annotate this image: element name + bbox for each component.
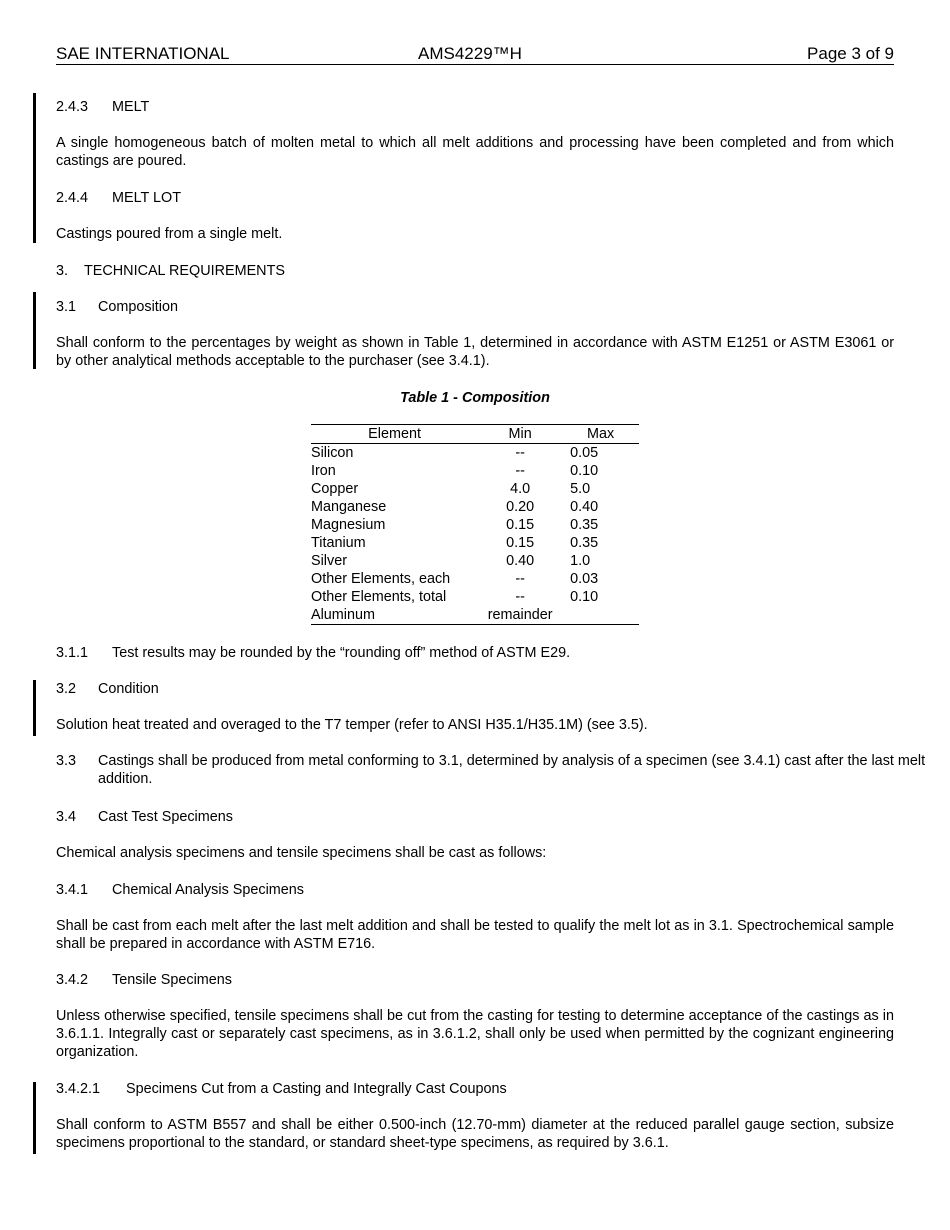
- header-page-number: Page 3 of 9: [807, 44, 894, 63]
- section-heading-3-4-2: 3.4.2 Tensile Specimens: [56, 972, 232, 988]
- cell-max: 0.35: [570, 535, 599, 551]
- table-row: [311, 552, 639, 570]
- cell-min: --: [515, 571, 525, 587]
- change-bar: [33, 292, 36, 369]
- page-header: [56, 44, 894, 65]
- section-body-3-2: Solution heat treated and overaged to the T7 temper (refer to ANSI H35.1/H35.1M) (see 3.5).: [56, 717, 648, 733]
- cell-element: Other Elements, total: [311, 589, 447, 605]
- column-header-max: Max: [562, 425, 639, 444]
- table-row: [311, 444, 639, 463]
- table-row: [311, 516, 639, 534]
- cell-min: 0.15: [506, 535, 535, 551]
- section-heading-2-4-3: 2.4.3 MELT: [56, 99, 150, 115]
- cell-max: 0.35: [570, 517, 599, 533]
- cell-element: Iron: [311, 463, 336, 479]
- table-row: [311, 606, 639, 625]
- section-body-3-4-2-1: Shall conform to ASTM B557 and shall be either 0.500-inch (12.70-mm) diameter at the reduced parallel gauge section, subsize specimens proportional to the standard, or standard sheet-type specimens, as required by 3.6.1.: [56, 1117, 894, 1151]
- cell-element: Silicon: [311, 445, 354, 461]
- cell-element: Silver: [311, 553, 347, 569]
- cell-max: 0.40: [570, 499, 599, 515]
- table-body: [311, 444, 639, 625]
- table-row: [311, 588, 639, 606]
- cell-min: --: [515, 445, 525, 461]
- column-header-element: Element: [311, 425, 478, 444]
- cell-element: Titanium: [311, 535, 366, 551]
- section-heading-3-4-1: 3.4.1 Chemical Analysis Specimens: [56, 882, 304, 898]
- table-row: [311, 534, 639, 552]
- column-header-min: Min: [478, 425, 562, 444]
- cell-max: 0.03: [570, 571, 599, 587]
- cell-max: 5.0: [570, 481, 591, 497]
- table-header-row: [311, 425, 639, 444]
- cell-element: Other Elements, each: [311, 571, 451, 587]
- table-row: [311, 570, 639, 588]
- composition-table: [311, 424, 639, 625]
- section-body-3-4-2: Unless otherwise specified, tensile specimens shall be cut from the casting for testing to determine acceptance of the castings as in 3.6.1.1. Integrally cast or separately cast specimens, as in 3.6.1.2, shall only be used when permitted by the cognizant engineering organization.: [56, 1008, 894, 1060]
- cell-min: 4.0: [510, 481, 531, 497]
- section-heading-2-4-4: 2.4.4 MELT LOT: [56, 190, 182, 206]
- header-organization: SAE INTERNATIONAL: [56, 44, 230, 63]
- section-3-1-1: 3.1.1 Test results may be rounded by the “rounding off” method of ASTM E29.: [56, 645, 571, 661]
- cell-element: Magnesium: [311, 517, 386, 533]
- change-bar: [33, 1082, 36, 1154]
- section-body-2-4-4: Castings poured from a single melt.: [56, 226, 283, 242]
- cell-max: [562, 606, 639, 625]
- change-bar: [33, 680, 36, 736]
- cell-min: remainder: [478, 606, 562, 625]
- cell-min: 0.40: [506, 553, 535, 569]
- cell-min: --: [515, 589, 525, 605]
- change-bar: [33, 93, 36, 243]
- cell-max: 0.10: [570, 589, 599, 605]
- cell-max: 0.10: [570, 463, 599, 479]
- section-heading-3-2: 3.2 Condition: [56, 681, 159, 697]
- table-row: [311, 462, 639, 480]
- header-document-number: AMS4229™H: [418, 44, 522, 63]
- cell-min: 0.15: [506, 517, 535, 533]
- section-body-3-1: Shall conform to the percentages by weight as shown in Table 1, determined in accordance with ASTM E1251 or ASTM E3061 or by other analytical methods acceptable to the purchaser (see 3.4.1).: [56, 335, 894, 369]
- cell-min: --: [515, 463, 525, 479]
- section-body-2-4-3: A single homogeneous batch of molten metal to which all melt additions and processing have been completed and from which castings are poured.: [56, 135, 894, 169]
- section-body-3-4: Chemical analysis specimens and tensile specimens shall be cast as follows:: [56, 845, 547, 861]
- section-3-3: 3.3 Castings shall be produced from metal conforming to 3.1, determined by analysis of a specimen (see 3.4.1) cast after the last melt addition.: [56, 753, 926, 787]
- cell-max: 1.0: [570, 553, 591, 569]
- table-row: [311, 480, 639, 498]
- table-row: [311, 498, 639, 516]
- section-heading-3-4: 3.4 Cast Test Specimens: [56, 809, 233, 825]
- cell-element: Copper: [311, 481, 359, 497]
- table-caption: Table 1 - Composition: [400, 390, 550, 406]
- cell-element: Aluminum: [311, 606, 478, 625]
- cell-element: Manganese: [311, 499, 387, 515]
- section-heading-3-1: 3.1 Composition: [56, 299, 178, 315]
- section-heading-3: 3. TECHNICAL REQUIREMENTS: [56, 263, 285, 279]
- cell-min: 0.20: [506, 499, 535, 515]
- cell-max: 0.05: [570, 445, 599, 461]
- section-heading-3-4-2-1: 3.4.2.1 Specimens Cut from a Casting and Integrally Cast Coupons: [56, 1081, 507, 1097]
- section-body-3-4-1: Shall be cast from each melt after the last melt addition and shall be tested to qualify the melt lot as in 3.1. Spectrochemical sample shall be prepared in accordance with ASTM E716.: [56, 918, 894, 952]
